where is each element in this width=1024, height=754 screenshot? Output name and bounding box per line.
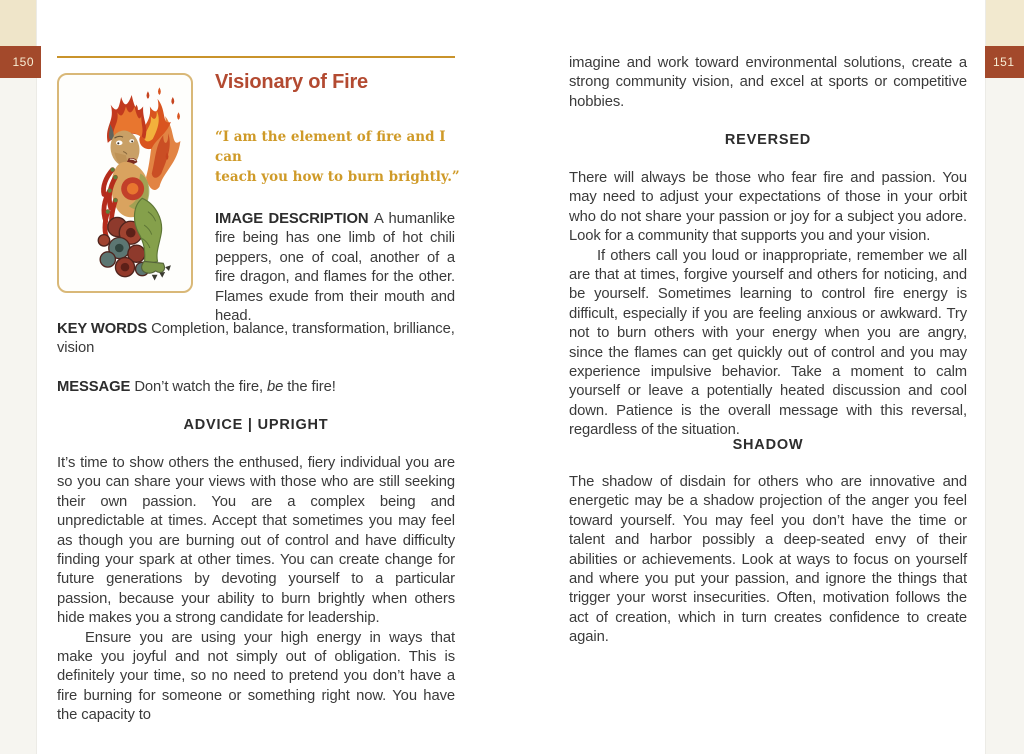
image-description: [215, 210, 455, 326]
shadow-paragraph: The shadow of disdain for others who are innovative and energetic may be a shadow projection of the anger you feel toward yourself. You may feel you don’t have the time or talent and harbor possibly a deep-seated envy of their abilities or achievements. Look at ways to focus on yourself and where you put your passion, and ignore the things that trigger your worst insecurities. Often, motivation follows the act of creation, which in turn creates confidence to create again.: [569, 474, 967, 646]
advice-paragraph-2: Ensure you are using your high energy in ways that make you joyful and not simply out of obligation. This is definitely your time, so no need to pretend you don’t have a fire burning for someone or something right now. You have the capacity to: [57, 629, 455, 724]
page-number-tab-right: [985, 46, 1024, 78]
key-words-text: Completion, balance, transformation, brilliance, vision: [57, 321, 455, 357]
advice-section: [57, 454, 455, 726]
reversed-paragraph-1: There will always be those who fear fire and passion. You may need to adjust your expectations of those in your orbit who do not share your passion or joy for a subject you adore. Look for a community that supports you and your vision.: [569, 170, 967, 245]
image-description-text: A humanlike fire being has one limb of hot chili peppers, one of coal, another of a fire dragon, and flames for the other. Flames exude from their mouth and head.: [215, 211, 456, 325]
card-intro-block: [215, 71, 461, 326]
advice-paragraph-continued: imagine and work toward environmental solutions, create a strong community vision, and excel at sports or competitive hobbies.: [569, 55, 967, 110]
left-book-edge: [0, 0, 37, 754]
top-rule: [57, 56, 455, 58]
left-edge-cover-strip: [0, 0, 36, 46]
image-description-label: IMAGE DESCRIPTION: [215, 211, 375, 227]
message-emphasis: be: [267, 379, 284, 395]
quote-line-2: teach you how to burn brightly.”: [215, 169, 460, 185]
message-post: the fire!: [283, 379, 336, 395]
key-words: [57, 320, 455, 359]
reversed-heading: REVERSED: [724, 132, 812, 148]
reversed-paragraph-2: If others call you loud or inappropriate, remember we all are that at times, forgive yourself and others for noticing, and be yourself. Sometimes learning to control fire energy is difficult, especially if you are feeling anxious or awkward. Try not to burn others with your energy when you are angry, since the flames can get quickly out of control and you may experience impulsive behavior. Take a moment to calm yourself or leave a potentially heated discussion and cool down. Patience is the overall message with this reversal, regardless of the situation.: [569, 247, 967, 439]
page-title: Visionary of Fire: [215, 71, 368, 93]
tarot-card: [57, 73, 193, 293]
advice-upright-heading: ADVICE | UPRIGHT: [183, 417, 329, 433]
key-words-label: KEY WORDS: [57, 321, 152, 337]
page-number-left: 150: [12, 55, 34, 69]
card-quote: [215, 127, 461, 187]
page-number-tab-left: [0, 46, 41, 78]
fire-being-illustration: [60, 76, 190, 290]
message-label: MESSAGE: [57, 379, 135, 395]
right-book-edge: [985, 0, 1024, 754]
page-number-right: 151: [993, 55, 1015, 69]
shadow-heading: SHADOW: [732, 437, 804, 453]
right-edge-cover-strip: [986, 0, 1024, 46]
shadow-section: [569, 473, 967, 648]
quote-line-1: “I am the element of fire and I can: [215, 129, 446, 165]
reversed-section: [569, 169, 967, 441]
message: [57, 378, 455, 397]
message-pre: Don’t watch the fire,: [134, 379, 267, 395]
advice-paragraph-1: It’s time to show others the enthused, fiery individual you are so you can share your views with those who are still seeking their own passion. You are a complex being and unpredictable at times. Accept that sometimes you may feel as though you are burning out of control and have difficulty finding your spark at other times. You can create change for future generations by devoting yourself to a particular passion, because your ability to burn brightly when others hide makes you a strong candidate for leadership.: [57, 455, 455, 627]
